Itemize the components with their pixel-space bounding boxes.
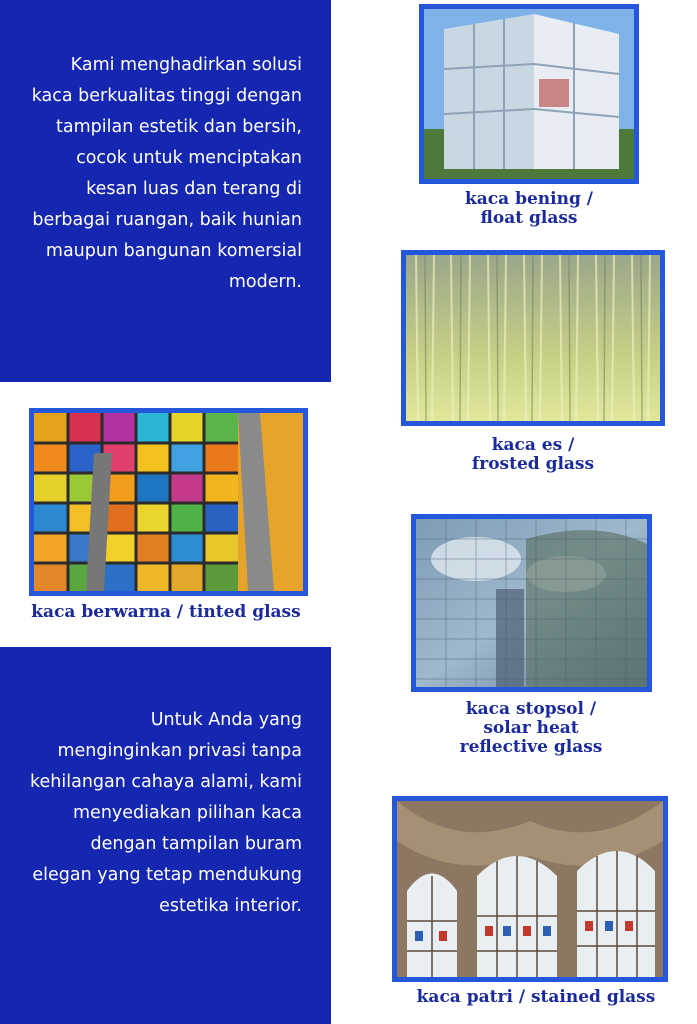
tinted-glass-image <box>29 408 308 596</box>
stopsol-glass-caption-line3: reflective glass <box>459 737 603 757</box>
stained-glass-caption <box>400 988 672 1007</box>
stopsol-glass-caption-line1: kaca stopsol / <box>465 699 597 719</box>
privacy-panel <box>0 647 331 1024</box>
float-glass-caption-line2: float glass <box>480 208 578 228</box>
frosted-glass-caption-line2: frosted glass <box>471 454 595 474</box>
intro-text: Kami menghadirkan solusi kaca berkualitas tinggi dengan tampilan estetik dan bersih, cocok untuk menciptakan kesan luas dan terang di berbagai ruangan, baik hunian maupun bangunan komersial modern. <box>31 55 302 292</box>
intro-panel <box>0 0 331 382</box>
stained-glass-image <box>392 796 668 982</box>
stained-glass-caption-text: kaca patri / stained glass <box>416 987 656 1007</box>
frosted-glass-caption-line1: kaca es / <box>491 435 575 455</box>
frosted-glass-image <box>401 250 665 426</box>
stopsol-glass-image <box>411 514 652 692</box>
float-glass-caption <box>429 190 629 228</box>
privacy-text: Untuk Anda yang menginginkan privasi tanpa kehilangan cahaya alami, kami menyediakan pilihan kaca dengan tampilan buram elegan yang tetap mendukung estetika interior. <box>30 710 303 916</box>
tinted-glass-caption-text: kaca berwarna / tinted glass <box>31 602 301 622</box>
float-glass-image <box>419 4 639 184</box>
float-glass-caption-line1: kaca bening / <box>465 189 593 209</box>
stopsol-glass-caption <box>431 700 631 757</box>
tinted-glass-caption <box>14 603 318 622</box>
stopsol-glass-caption-line2: solar heat <box>483 718 579 738</box>
frosted-glass-caption <box>433 436 633 474</box>
